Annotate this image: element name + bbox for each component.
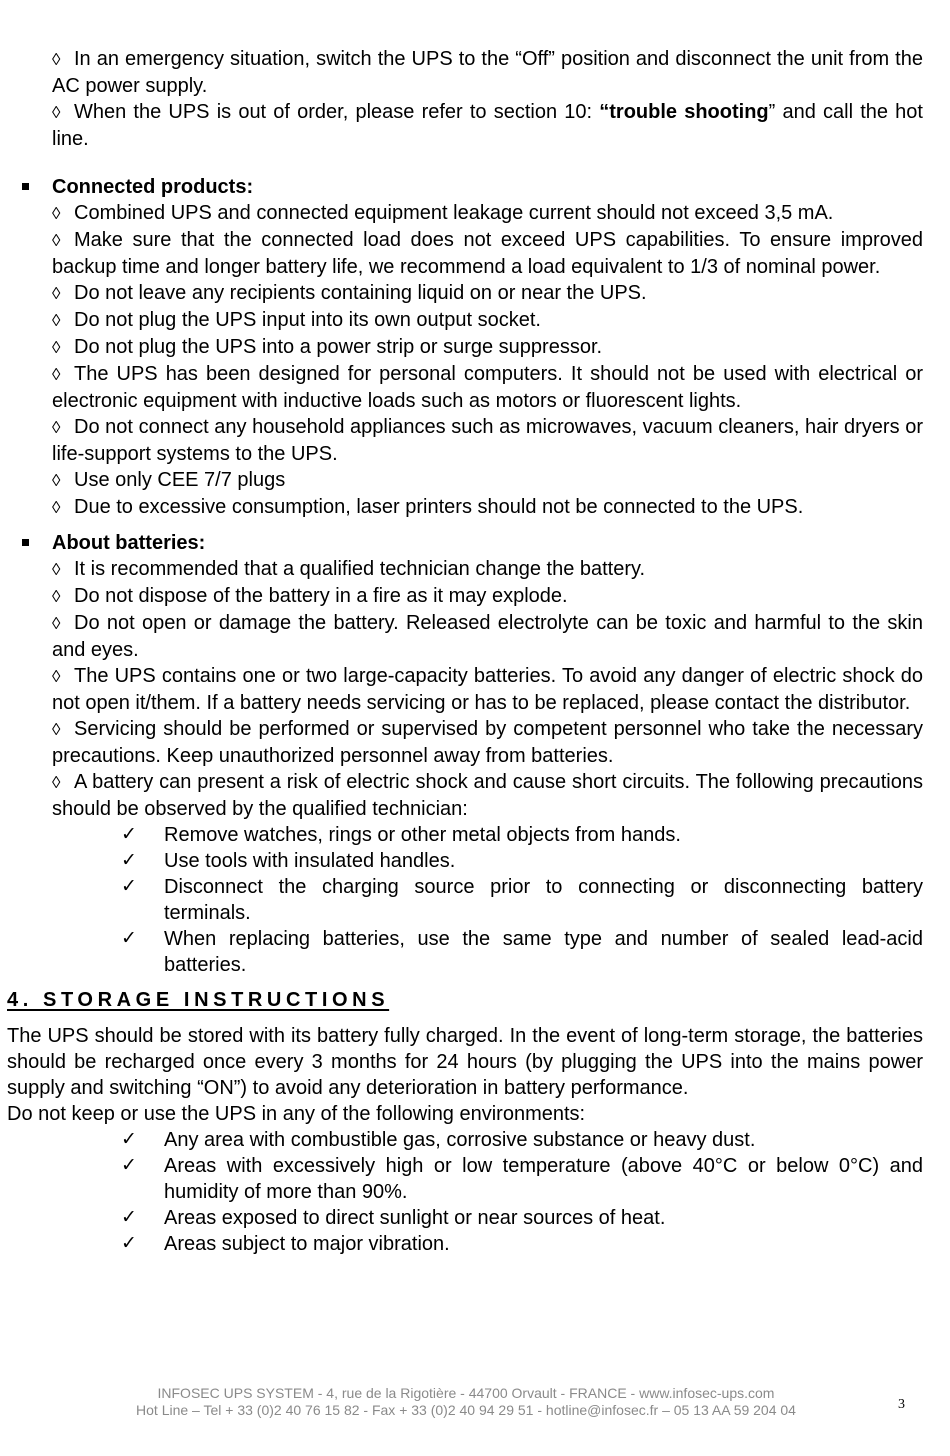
storage-paragraph: Do not keep or use the UPS in any of the following environments: bbox=[7, 1103, 586, 1125]
diamond-icon: ◊ bbox=[52, 471, 61, 490]
footer-contact: Hot Line – Tel + 33 (0)2 40 76 15 82 - Fax + 33 (0)2 40 94 29 51 - hotline@infosec.fr – 05 13 AA 59 204 04 bbox=[136, 1402, 796, 1418]
check-icon: ✓ bbox=[121, 824, 137, 845]
diamond-icon: ◊ bbox=[52, 587, 61, 606]
check-item: ✓ Areas exposed to direct sunlight or near sources of heat. bbox=[121, 1207, 666, 1229]
footer-address: INFOSEC UPS SYSTEM - 4, rue de la Rigotière - 44700 Orvault - FRANCE - www.infosec-ups.com bbox=[157, 1385, 775, 1401]
diamond-icon: ◊ bbox=[52, 204, 61, 223]
list-item: ◊ A battery can present a risk of electric shock and cause short circuits. The following precautions should be observed by the qualified technician: bbox=[52, 771, 923, 820]
intro-item bbox=[52, 99, 923, 152]
diamond-icon: ◊ bbox=[52, 50, 61, 69]
square-bullet-icon bbox=[22, 539, 29, 546]
square-bullet-icon bbox=[22, 183, 29, 190]
diamond-icon: ◊ bbox=[52, 231, 61, 250]
diamond-icon: ◊ bbox=[52, 311, 61, 330]
section-title-connected: Connected products: bbox=[52, 174, 923, 200]
diamond-icon: ◊ bbox=[52, 560, 61, 579]
diamond-icon: ◊ bbox=[52, 720, 61, 739]
check-icon: ✓ bbox=[121, 928, 137, 949]
list-item: ◊ Do not open or damage the battery. Released electrolyte can be toxic and harmful to the skin and eyes. bbox=[52, 612, 923, 661]
storage-paragraph: The UPS should be stored with its battery fully charged. In the event of long-term storage, the batteries should be recharged once every 3 months for 24 hours (by plugging the UPS into the mains power supply and switching “ON”) to avoid any deterioration in battery performance. bbox=[7, 1025, 923, 1099]
diamond-icon: ◊ bbox=[52, 773, 61, 792]
list-item: ◊ Combined UPS and connected equipment leakage current should not exceed 3,5 mA. bbox=[52, 200, 923, 227]
diamond-icon: ◊ bbox=[52, 667, 61, 686]
list-item: ◊ The UPS contains one or two large-capacity batteries. To avoid any danger of electric shock do not open it/them. If a battery needs servicing or has to be replaced, please contact the distributor. bbox=[52, 665, 923, 714]
check-item: ✓ Use tools with insulated handles. bbox=[121, 850, 456, 872]
check-icon: ✓ bbox=[121, 1155, 137, 1176]
intro-item bbox=[52, 46, 923, 99]
section-title-batteries: About batteries: bbox=[52, 530, 923, 556]
check-item: ✓ Areas with excessively high or low temperature (above 40°C or below 0°C) and humidity of more than 90%. bbox=[121, 1155, 923, 1203]
list-item: ◊ Make sure that the connected load does not exceed UPS capabilities. To ensure improved backup time and longer battery life, we recommend a load equivalent to 1/3 of nominal power. bbox=[52, 229, 923, 278]
list-item: ◊ Do not leave any recipients containing liquid on or near the UPS. bbox=[52, 280, 923, 307]
check-item: ✓ Disconnect the charging source prior to connecting or disconnecting battery terminals. bbox=[121, 876, 923, 924]
check-icon: ✓ bbox=[121, 850, 137, 871]
intro-text: ” and call the hot line. bbox=[52, 101, 923, 150]
diamond-icon: ◊ bbox=[52, 365, 61, 384]
list-item: ◊ Use only CEE 7/7 plugs bbox=[52, 467, 923, 494]
page-content bbox=[7, 46, 923, 1257]
intro-text: In an emergency situation, switch the UPS to the “Off” position and disconnect the unit from the AC power supply. bbox=[52, 48, 923, 97]
list-item: ◊ Due to excessive consumption, laser printers should not be connected to the UPS. bbox=[52, 494, 923, 521]
battery-precautions-list bbox=[7, 822, 923, 978]
check-item: ✓ Areas subject to major vibration. bbox=[121, 1233, 450, 1255]
list-item: ◊ Do not plug the UPS into a power strip or surge suppressor. bbox=[52, 334, 923, 361]
list-item: ◊ The UPS has been designed for personal computers. It should not be used with electrical or electronic equipment with inductive loads such as motors or fluorescent lights. bbox=[52, 363, 923, 412]
check-item: ✓ When replacing batteries, use the same type and number of sealed lead-acid batteries. bbox=[121, 928, 923, 976]
check-icon: ✓ bbox=[121, 1129, 137, 1150]
diamond-icon: ◊ bbox=[52, 338, 61, 357]
diamond-icon: ◊ bbox=[52, 498, 61, 517]
diamond-icon: ◊ bbox=[52, 284, 61, 303]
check-item: ✓ Remove watches, rings or other metal objects from hands. bbox=[121, 824, 681, 846]
diamond-icon: ◊ bbox=[52, 418, 61, 437]
diamond-icon: ◊ bbox=[52, 614, 61, 633]
section-heading-storage: 4. STORAGE INSTRUCTIONS bbox=[7, 989, 390, 1011]
check-icon: ✓ bbox=[121, 1233, 137, 1254]
environment-list bbox=[7, 1127, 923, 1257]
list-item: ◊ Do not plug the UPS input into its own output socket. bbox=[52, 307, 923, 334]
page-footer bbox=[0, 1385, 932, 1419]
page-number: 3 bbox=[898, 1397, 905, 1412]
check-icon: ✓ bbox=[121, 876, 137, 897]
check-item: ✓ Any area with combustible gas, corrosive substance or heavy dust. bbox=[121, 1129, 756, 1151]
intro-bold-text: “trouble shooting bbox=[599, 101, 769, 123]
check-icon: ✓ bbox=[121, 1207, 137, 1228]
list-item: ◊ It is recommended that a qualified technician change the battery. bbox=[52, 556, 923, 583]
list-item: ◊ Servicing should be performed or supervised by competent personnel who take the necessary precautions. Keep unauthorized personnel away from batteries. bbox=[52, 718, 923, 767]
diamond-icon: ◊ bbox=[52, 103, 61, 122]
list-item: ◊ Do not dispose of the battery in a fire as it may explode. bbox=[52, 583, 923, 610]
list-item: ◊ Do not connect any household appliances such as microwaves, vacuum cleaners, hair dryers or life-support systems to the UPS. bbox=[52, 416, 923, 465]
intro-text: When the UPS is out of order, please refer to section 10: bbox=[74, 101, 600, 123]
